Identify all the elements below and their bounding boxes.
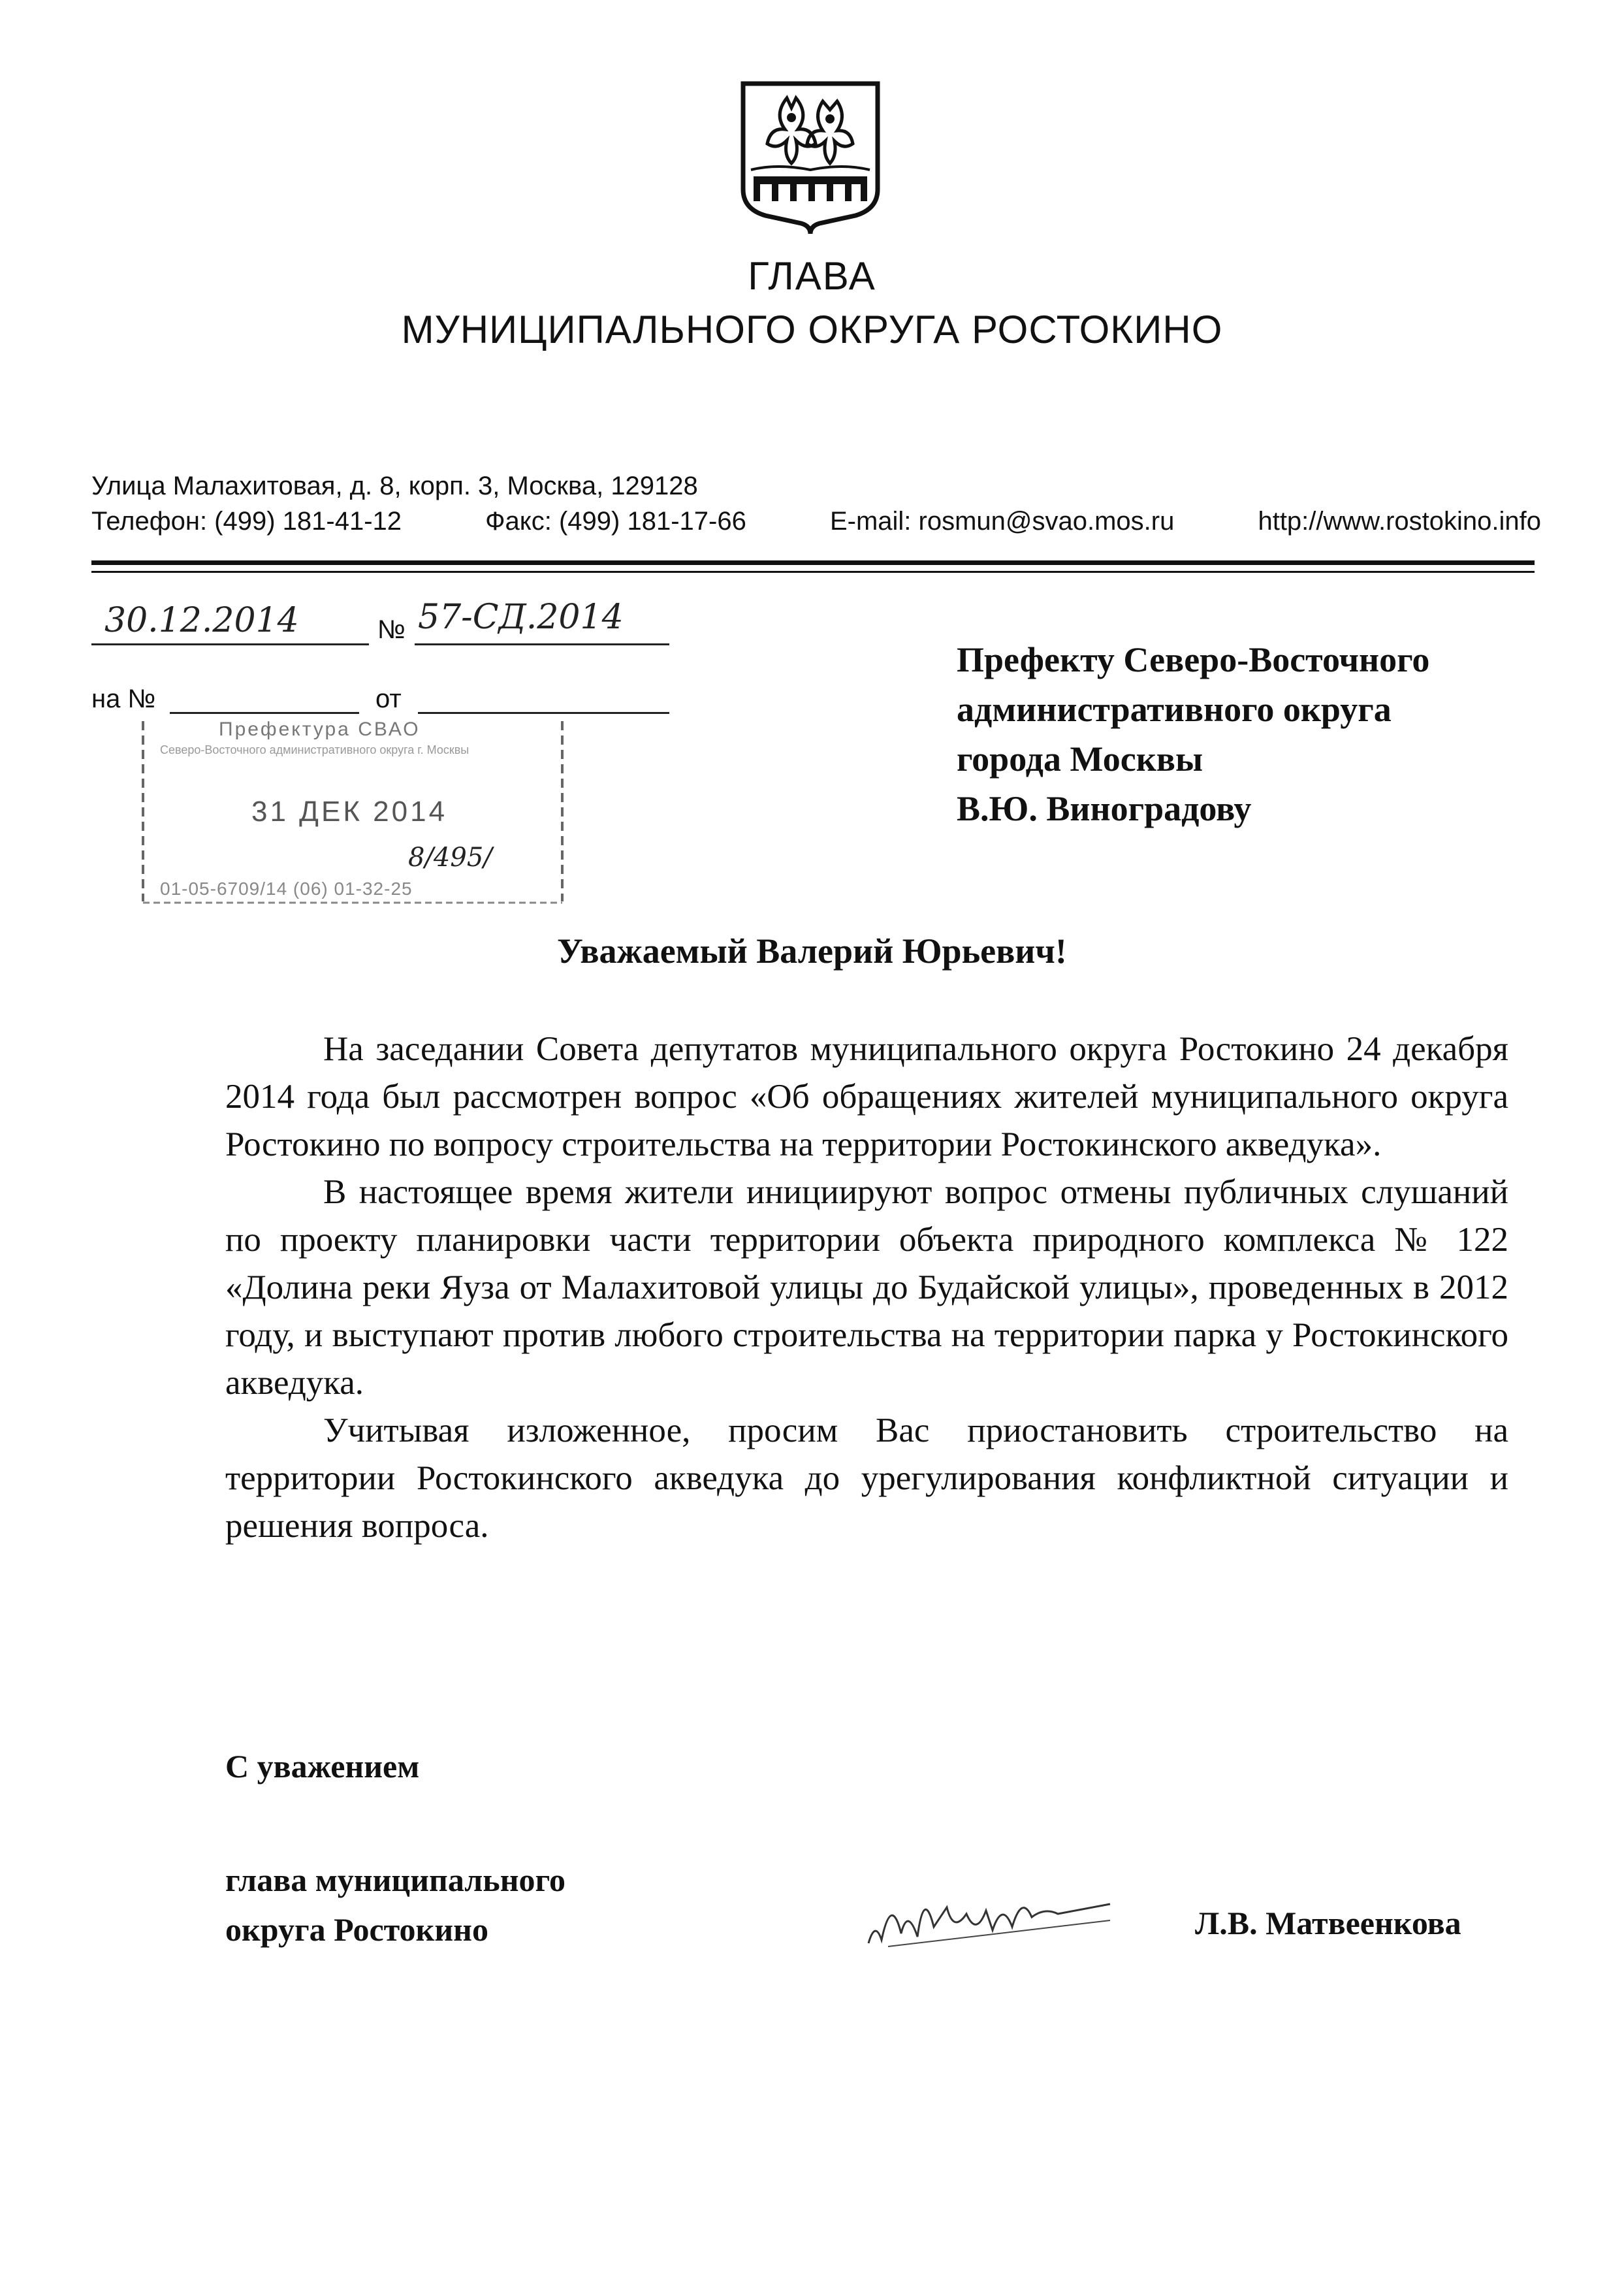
- signer-position-line2: округа Ростокино: [225, 1911, 488, 1948]
- email-text: E-mail: rosmun@svao.mos.ru: [829, 507, 1175, 536]
- reply-from-label: от: [375, 685, 402, 713]
- stamp-ref-handwritten: 8/495/: [408, 843, 492, 873]
- addressee-line2: административного округа: [957, 690, 1392, 729]
- date-underline: [91, 643, 369, 645]
- addressee-line3: города Москвы: [957, 739, 1203, 779]
- signer-position-line1: глава муниципального: [225, 1862, 566, 1898]
- contact-line: [91, 507, 1541, 536]
- addressee-block: [957, 635, 1429, 833]
- number-underline: [415, 643, 669, 645]
- addressee-line1: Префекту Северо-Восточного: [957, 640, 1430, 679]
- number-label: №: [377, 615, 406, 644]
- reply-to-label: на №: [91, 685, 156, 713]
- stamp-line2: Северо-Восточного административного округа г. Москвы: [160, 743, 470, 756]
- addressee-line4: В.Ю. Виноградову: [957, 789, 1252, 828]
- fax-text: Факс: (499) 181-17-66: [485, 507, 746, 536]
- signer-position: [225, 1855, 565, 1954]
- salutation: Уважаемый Валерий Юрьевич!: [557, 931, 1067, 971]
- header-title-line2: МУНИЦИПАЛЬНОГО ОКРУГА РОСТОКИНО: [401, 308, 1223, 351]
- stamp-date: 31 ДЕК 2014: [251, 796, 448, 828]
- body-paragraph-3: Учитывая изложенное, просим Вас приостановить строительство на территории Ростокинского акведука до урегулирования конфликтной ситуации и решения вопроса.: [225, 1412, 1508, 1545]
- header-divider-thin: [91, 571, 1535, 573]
- body-paragraph-1: На заседании Совета депутатов муниципального округа Ростокино 24 декабря 2014 года был рассмотрен вопрос «Об обращениях жителей муниципального округа Ростокино по вопросу строительства на территории Ростокинского акведука».: [225, 1030, 1508, 1163]
- closing-phrase: С уважением: [225, 1748, 420, 1785]
- stamp-line1: Префектура СВАО: [219, 719, 421, 740]
- outgoing-number-handwritten: 57-СД.2014: [418, 598, 624, 637]
- incoming-registration-stamp: [140, 719, 565, 905]
- header-divider-thick: [91, 560, 1535, 565]
- reply-date-underline: [418, 712, 669, 714]
- handwritten-signature-icon: [862, 1881, 1123, 1953]
- header-title-line1: ГЛАВА: [748, 254, 876, 298]
- stamp-code: 01-05-6709/14 (06) 01-32-25: [160, 879, 413, 899]
- letter-body: [225, 1026, 1508, 1550]
- phone-text: Телефон: (499) 181-41-12: [91, 507, 402, 536]
- website-text: http://www.rostokino.info: [1258, 507, 1541, 536]
- body-paragraph-2: В настоящее время жители инициируют вопрос отмены публичных слушаний по проекту планировки части территории объекта природного комплекса № 122 «Долина реки Яуза от Малахитовой улицы до Будайской улицы», проведенных в 2012 году, и выступают против любого строительства на территории парка у Ростокинского акведука.: [225, 1173, 1508, 1402]
- signer-name: Л.В. Матвеенкова: [1195, 1905, 1461, 1941]
- coat-of-arms-emblem-icon: [738, 78, 883, 235]
- outgoing-date-handwritten: 30.12.2014: [104, 601, 299, 640]
- organization-address: Улица Малахитовая, д. 8, корп. 3, Москва, 129128: [91, 472, 698, 500]
- reply-number-underline: [170, 712, 359, 714]
